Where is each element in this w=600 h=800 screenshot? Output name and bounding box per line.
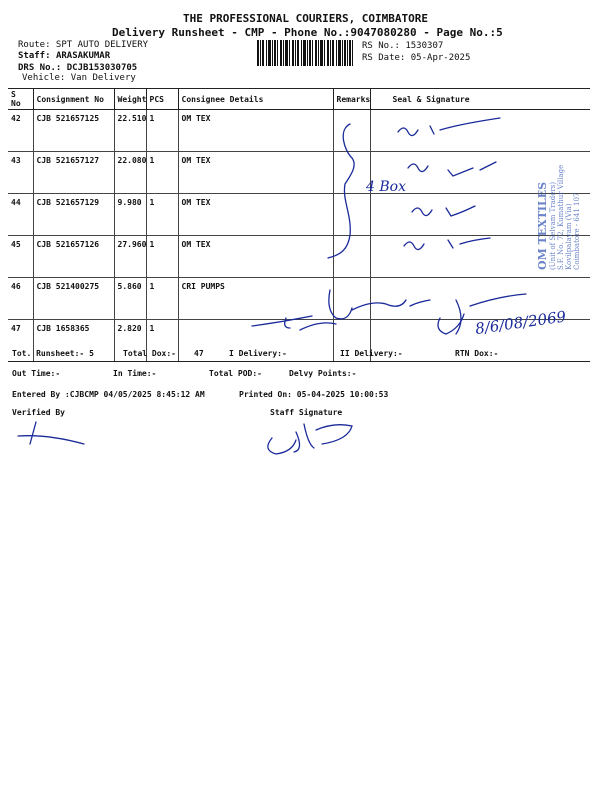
col-header-remarks: Remarks: [333, 89, 370, 110]
cell-pcs: 1: [146, 110, 178, 152]
cell-consignment: CJB 521657126: [33, 236, 114, 278]
cell-consignee: OM TEX: [178, 152, 333, 194]
company-title: THE PROFESSIONAL COURIERS, COIMBATORE: [183, 12, 429, 25]
cell-consignment: CJB 521400275: [33, 278, 114, 320]
stamp-line4: Coimbatore - 641 107: [573, 192, 581, 270]
cell-consignment: CJB 521657127: [33, 152, 114, 194]
cell-sno: 44: [8, 194, 33, 236]
drs-number: DRS No.: DCJB153030705: [18, 63, 138, 73]
col-header-pcs: PCS: [146, 89, 178, 110]
cell-sno: 46: [8, 278, 33, 320]
route-text: Route: SPT AUTO DELIVERY: [18, 40, 149, 50]
ii-delivery: II Delivery:-: [340, 349, 403, 358]
cell-weight: 5.860: [114, 278, 146, 320]
cell-consignee: OM TEX: [178, 110, 333, 152]
remarks-brace-stroke: [328, 124, 354, 258]
total-pod: Total POD:-: [209, 369, 262, 378]
stamp-line3: Kovilpalayam (Via): [565, 203, 573, 270]
cell-weight: 27.960: [114, 236, 146, 278]
cell-consignment: CJB 521657125: [33, 110, 114, 152]
cell-sno: 43: [8, 152, 33, 194]
cell-pcs: 1: [146, 278, 178, 320]
count-note: 4 Box: [366, 179, 406, 195]
signature-row47: [252, 290, 430, 330]
tot-runsheet: Tot. Runsheet:- 5: [12, 349, 94, 358]
cell-consignment: CJB 521657129: [33, 194, 114, 236]
col-header-consignment: Consignment No: [33, 89, 114, 110]
cell-sno: 45: [8, 236, 33, 278]
cell-pcs: 1: [146, 320, 178, 362]
cell-consignee: CRI PUMPS: [178, 278, 333, 320]
cell-weight: 9.980: [114, 194, 146, 236]
cell-sno: 47: [8, 320, 33, 362]
i-delivery: I Delivery:-: [229, 349, 287, 358]
initial-row42: [398, 118, 500, 136]
cell-weight: 2.820: [114, 320, 146, 362]
stamp-line1: (Unit of Selvam Traders): [549, 181, 557, 270]
cell-consignment: CJB 1658365: [33, 320, 114, 362]
staff-label-text: Staff:: [18, 51, 51, 61]
cell-weight: 22.510: [114, 110, 146, 152]
col-header-seal: Seal & Signature: [370, 89, 590, 110]
rs-number: RS No.: 1530307: [362, 41, 444, 51]
cell-pcs: 1: [146, 152, 178, 194]
col-header-weight: Weight: [114, 89, 146, 110]
date-note: 8/6/08/2069: [474, 307, 568, 338]
col-header-sno: S No: [8, 89, 33, 110]
vehicle-text: Vehicle: Van Delivery: [22, 73, 136, 83]
initial-row45: [404, 238, 490, 250]
initial-row44: [412, 206, 475, 216]
total-dox-label: Total Dox:-: [123, 349, 176, 358]
delvy-points: Delvy Points:-: [289, 369, 357, 378]
staff-signature-label: Staff Signature: [270, 408, 343, 417]
cell-weight: 22.080: [114, 152, 146, 194]
verified-mark: [18, 422, 84, 444]
total-dox-value: 47: [194, 349, 204, 358]
cell-pcs: 1: [146, 194, 178, 236]
verified-by: Verified By: [12, 408, 65, 417]
cell-sno: 42: [8, 110, 33, 152]
stamp-name: OM TEXTILES: [536, 181, 549, 270]
col-header-consignee: Consignee Details: [178, 89, 333, 110]
initial-row43: [408, 162, 496, 176]
rtn-dox: RTN Dox:-: [455, 349, 499, 358]
staff-name: ARASAKUMAR: [55, 51, 111, 61]
rs-date: RS Date: 05-Apr-2025: [362, 53, 471, 63]
staff-signature-mark: [268, 424, 352, 454]
printed-on: Printed On: 05-04-2025 10:00:53: [239, 390, 389, 399]
entered-by: Entered By :CJBCMP 04/05/2025 8:45:12 AM: [12, 390, 205, 399]
in-time: In Time:-: [113, 369, 157, 378]
cell-consignee: OM TEX: [178, 194, 333, 236]
cell-pcs: 1: [146, 236, 178, 278]
runsheet-subtitle: Delivery Runsheet - CMP - Phone No.:9047080280 - Page No.:5: [112, 26, 503, 39]
cell-consignee: OM TEX: [178, 236, 333, 278]
stamp-line2: S.F. No. 72, Kumathur Village: [557, 164, 565, 270]
out-time: Out Time:-: [12, 369, 61, 378]
